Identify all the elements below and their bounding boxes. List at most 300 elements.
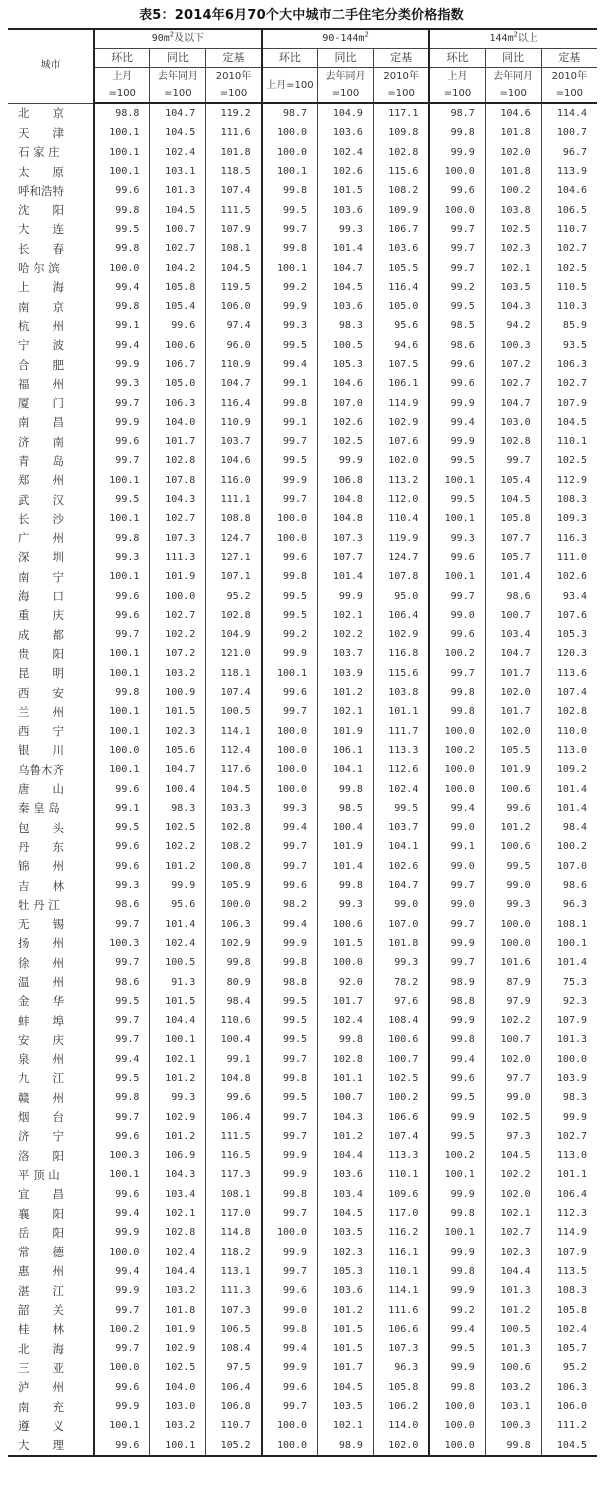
table-row	[8, 1050, 597, 1069]
group-label-sup: 2	[169, 30, 174, 39]
base-value: =100	[318, 85, 374, 103]
yoy-index: 101.9	[150, 567, 206, 586]
fixed-base-index: 100.0	[206, 895, 262, 914]
fixed-base-index: 109.8	[373, 123, 429, 142]
mom-index: 100.0	[429, 1435, 485, 1455]
table-row	[8, 471, 597, 490]
mom-index: 99.6	[262, 1378, 318, 1397]
yoy-index: 103.2	[150, 1416, 206, 1435]
mom-index: 99.8	[94, 1088, 150, 1107]
city-name: 海 口	[18, 589, 64, 604]
base-label: 2010年	[541, 68, 597, 86]
table-row	[8, 374, 597, 393]
city-name: 常 德	[18, 1245, 64, 1260]
yoy-index: 100.6	[318, 914, 374, 933]
yoy-index: 99.8	[318, 876, 374, 895]
mom-index: 99.7	[429, 914, 485, 933]
yoy-index: 100.2	[485, 181, 541, 200]
city-name: 烟 台	[18, 1110, 64, 1125]
fixed-base-index: 113.3	[373, 741, 429, 760]
yoy-index: 102.7	[485, 374, 541, 393]
mom-index: 99.9	[262, 297, 318, 316]
fixed-base-index: 100.8	[206, 857, 262, 876]
fixed-base-index: 107.9	[541, 1011, 597, 1030]
yoy-index: 100.5	[318, 336, 374, 355]
mom-index: 99.6	[262, 683, 318, 702]
table-row	[8, 567, 597, 586]
city-name: 唐 山	[18, 782, 64, 797]
yoy-index: 101.1	[318, 1069, 374, 1088]
fixed-base-index: 102.7	[541, 1127, 597, 1146]
fixed-base-index: 116.2	[373, 1223, 429, 1242]
fixed-base-index: 99.5	[373, 799, 429, 818]
fixed-base-index: 107.9	[541, 393, 597, 412]
yoy-index: 102.3	[485, 239, 541, 258]
fixed-base-index: 96.3	[541, 895, 597, 914]
yoy-index: 104.5	[150, 200, 206, 219]
yoy-index: 104.7	[150, 760, 206, 779]
fixed-base-index: 118.5	[206, 162, 262, 181]
fixed-base-index: 102.5	[541, 258, 597, 277]
mom-index: 99.9	[262, 1146, 318, 1165]
yoy-index: 100.0	[318, 953, 374, 972]
mom-index: 99.9	[429, 143, 485, 162]
mom-index: 99.7	[262, 1127, 318, 1146]
base-value: =100	[485, 85, 541, 103]
mom-index: 100.1	[94, 1165, 150, 1184]
yoy-index: 102.1	[150, 1050, 206, 1069]
mom-index: 99.4	[262, 355, 318, 374]
fixed-base-index: 108.8	[206, 509, 262, 528]
yoy-index: 104.7	[150, 103, 206, 123]
fixed-base-index: 102.8	[541, 702, 597, 721]
yoy-index: 104.5	[150, 123, 206, 142]
fixed-base-index: 108.2	[206, 837, 262, 856]
city-name: 洛 阳	[18, 1148, 64, 1163]
city-name: 九 江	[18, 1071, 64, 1086]
mom-index: 99.7	[94, 1107, 150, 1126]
fixed-base-index: 106.4	[541, 1185, 597, 1204]
subheader-yoy: 同比	[150, 49, 206, 68]
fixed-base-index: 106.0	[541, 1397, 597, 1416]
fixed-base-index: 106.4	[206, 1378, 262, 1397]
mom-index: 99.3	[94, 876, 150, 895]
city-name: 三 亚	[18, 1360, 64, 1375]
table-row	[8, 914, 597, 933]
yoy-index: 99.5	[485, 857, 541, 876]
subheader-fixed-base: 定基	[206, 49, 262, 68]
yoy-index: 102.9	[150, 1339, 206, 1358]
fixed-base-index: 105.0	[373, 297, 429, 316]
yoy-index: 104.5	[318, 1204, 374, 1223]
mom-index: 99.8	[262, 567, 318, 586]
price-index-table	[8, 28, 597, 1457]
fixed-base-index: 106.6	[373, 1320, 429, 1339]
fixed-base-index: 117.6	[206, 760, 262, 779]
yoy-index: 101.6	[485, 953, 541, 972]
yoy-index: 100.0	[485, 914, 541, 933]
yoy-index: 102.9	[150, 1107, 206, 1126]
yoy-index: 101.4	[150, 914, 206, 933]
base-value: =100	[150, 85, 206, 103]
fixed-base-index: 97.5	[206, 1358, 262, 1377]
mom-index: 99.2	[429, 1300, 485, 1319]
table-row	[8, 1088, 597, 1107]
fixed-base-index: 108.3	[541, 1281, 597, 1300]
yoy-index: 102.2	[485, 1011, 541, 1030]
fixed-base-index: 108.2	[373, 181, 429, 200]
yoy-index: 104.4	[150, 1011, 206, 1030]
fixed-base-index: 103.7	[206, 432, 262, 451]
mom-index: 98.6	[94, 895, 150, 914]
mom-index: 99.3	[262, 799, 318, 818]
yoy-index: 102.4	[318, 143, 374, 162]
fixed-base-index: 106.4	[206, 1107, 262, 1126]
fixed-base-index: 107.1	[206, 567, 262, 586]
city-name: 上 海	[18, 280, 64, 295]
fixed-base-index: 104.5	[541, 413, 597, 432]
mom-index: 100.2	[429, 644, 485, 663]
mom-index: 99.6	[94, 181, 150, 200]
fixed-base-index: 110.0	[541, 722, 597, 741]
fixed-base-index: 104.6	[206, 451, 262, 470]
fixed-base-index: 107.0	[541, 857, 597, 876]
mom-index: 100.3	[94, 1146, 150, 1165]
fixed-base-index: 114.8	[206, 1223, 262, 1242]
table-row	[8, 1107, 597, 1126]
fixed-base-index: 108.3	[541, 490, 597, 509]
mom-index: 99.8	[429, 123, 485, 142]
yoy-index: 102.0	[485, 683, 541, 702]
fixed-base-index: 105.7	[541, 1339, 597, 1358]
fixed-base-index: 95.2	[206, 586, 262, 605]
fixed-base-index: 114.1	[373, 1281, 429, 1300]
mom-index: 99.3	[94, 374, 150, 393]
mom-index: 100.1	[262, 162, 318, 181]
city-name: 桂 林	[18, 1322, 64, 1337]
yoy-index: 104.4	[318, 1146, 374, 1165]
city-name: 广 州	[18, 531, 64, 546]
group-label-sup: 2	[513, 30, 518, 39]
mom-index: 100.1	[429, 1165, 485, 1184]
fixed-base-index: 109.3	[541, 509, 597, 528]
mom-index: 99.3	[262, 316, 318, 335]
fixed-base-index: 106.4	[373, 606, 429, 625]
mom-index: 99.7	[429, 586, 485, 605]
fixed-base-index: 105.8	[373, 1378, 429, 1397]
fixed-base-index: 104.7	[206, 374, 262, 393]
mom-index: 99.7	[94, 1011, 150, 1030]
yoy-index: 101.2	[318, 683, 374, 702]
fixed-base-index: 102.9	[206, 934, 262, 953]
mom-index: 99.4	[429, 799, 485, 818]
table-row	[8, 258, 597, 277]
fixed-base-index: 116.4	[206, 393, 262, 412]
fixed-base-index: 113.6	[541, 664, 597, 683]
table-row	[8, 316, 597, 335]
fixed-base-index: 99.1	[206, 1050, 262, 1069]
yoy-index: 100.6	[485, 1358, 541, 1377]
yoy-index: 99.9	[150, 876, 206, 895]
yoy-index: 104.3	[485, 297, 541, 316]
city-name: 郑 州	[18, 473, 64, 488]
fixed-base-index: 101.4	[541, 799, 597, 818]
fixed-base-index: 112.0	[373, 490, 429, 509]
fixed-base-index: 103.6	[373, 239, 429, 258]
yoy-index: 104.8	[318, 509, 374, 528]
yoy-index: 103.6	[318, 123, 374, 142]
fixed-base-index: 106.7	[373, 220, 429, 239]
table-row	[8, 1300, 597, 1319]
yoy-index: 101.7	[485, 664, 541, 683]
mom-index: 100.0	[262, 143, 318, 162]
yoy-index: 101.2	[150, 1069, 206, 1088]
table-row	[8, 1397, 597, 1416]
mom-index: 99.6	[429, 625, 485, 644]
mom-index: 99.7	[94, 953, 150, 972]
yoy-index: 103.4	[150, 1185, 206, 1204]
yoy-index: 101.2	[318, 1127, 374, 1146]
mom-index: 99.7	[262, 702, 318, 721]
mom-index: 99.8	[94, 297, 150, 316]
fixed-base-index: 80.9	[206, 972, 262, 991]
fixed-base-index: 111.6	[373, 1300, 429, 1319]
yoy-index: 100.6	[485, 837, 541, 856]
base-value: =100	[429, 85, 485, 103]
fixed-base-index: 107.6	[373, 432, 429, 451]
table-row	[8, 876, 597, 895]
fixed-base-index: 103.8	[373, 683, 429, 702]
yoy-index: 100.5	[150, 953, 206, 972]
mom-index: 99.7	[429, 220, 485, 239]
mom-index: 100.0	[429, 200, 485, 219]
yoy-index: 99.3	[150, 1088, 206, 1107]
mom-index: 99.8	[429, 1030, 485, 1049]
mom-index: 99.7	[94, 1030, 150, 1049]
fixed-base-index: 110.1	[541, 432, 597, 451]
mom-index: 99.5	[94, 818, 150, 837]
city-name: 平 顶 山	[18, 1167, 60, 1182]
fixed-base-index: 106.3	[206, 914, 262, 933]
mom-index: 99.6	[94, 432, 150, 451]
mom-index: 99.3	[94, 548, 150, 567]
mom-index: 100.0	[429, 760, 485, 779]
mom-index: 99.7	[262, 1204, 318, 1223]
mom-index: 100.3	[94, 934, 150, 953]
fixed-base-index: 107.6	[541, 606, 597, 625]
yoy-index: 102.6	[318, 162, 374, 181]
mom-index: 100.1	[94, 509, 150, 528]
mom-index: 98.5	[429, 316, 485, 335]
yoy-index: 100.0	[150, 586, 206, 605]
mom-index: 99.9	[429, 393, 485, 412]
group-label-suffix: 以上	[517, 33, 538, 44]
mom-index: 99.8	[262, 1069, 318, 1088]
table-row	[8, 857, 597, 876]
yoy-index: 101.5	[318, 181, 374, 200]
city-name: 成 都	[18, 627, 64, 642]
city-name: 南 充	[18, 1399, 64, 1414]
yoy-index: 107.7	[318, 548, 374, 567]
yoy-index: 98.3	[150, 799, 206, 818]
city-name: 重 庆	[18, 608, 64, 623]
yoy-index: 101.8	[485, 123, 541, 142]
base-label: 上月	[429, 68, 485, 86]
yoy-index: 97.3	[485, 1127, 541, 1146]
yoy-index: 100.4	[318, 818, 374, 837]
fixed-base-index: 119.2	[206, 103, 262, 123]
table-row	[8, 278, 597, 297]
city-name: 泉 州	[18, 1052, 64, 1067]
fixed-base-index: 101.3	[541, 1030, 597, 1049]
table-row	[8, 1339, 597, 1358]
mom-index: 99.7	[262, 1050, 318, 1069]
fixed-base-index: 113.5	[541, 1262, 597, 1281]
fixed-base-index: 101.4	[541, 953, 597, 972]
yoy-index: 104.3	[150, 490, 206, 509]
fixed-base-index: 108.1	[206, 1185, 262, 1204]
city-name: 深 圳	[18, 550, 64, 565]
fixed-base-index: 112.6	[373, 760, 429, 779]
yoy-index: 102.1	[318, 702, 374, 721]
city-name: 昆 明	[18, 666, 64, 681]
yoy-index: 107.3	[150, 529, 206, 548]
mom-index: 99.9	[429, 1107, 485, 1126]
yoy-index: 105.3	[318, 355, 374, 374]
mom-index: 99.4	[262, 914, 318, 933]
fixed-base-index: 95.6	[373, 316, 429, 335]
mom-index: 99.5	[429, 1127, 485, 1146]
table-row	[8, 1223, 597, 1242]
subheader-fixed-base: 定基	[373, 49, 429, 68]
table-row	[8, 1069, 597, 1088]
yoy-index: 105.5	[485, 741, 541, 760]
mom-index: 99.1	[262, 413, 318, 432]
mom-index: 99.7	[94, 393, 150, 412]
mom-index: 100.0	[262, 529, 318, 548]
fixed-base-index: 110.5	[541, 278, 597, 297]
city-name: 长 沙	[18, 511, 64, 526]
fixed-base-index: 110.7	[541, 220, 597, 239]
mom-index: 100.0	[94, 1358, 150, 1377]
yoy-index: 107.0	[318, 393, 374, 412]
fixed-base-index: 111.1	[206, 490, 262, 509]
city-name: 武 汉	[18, 492, 64, 507]
yoy-index: 101.4	[318, 567, 374, 586]
fixed-base-index: 113.0	[541, 1146, 597, 1165]
fixed-base-index: 98.6	[541, 876, 597, 895]
table-row	[8, 181, 597, 200]
fixed-base-index: 113.0	[541, 741, 597, 760]
yoy-index: 103.2	[150, 664, 206, 683]
city-name: 银 川	[18, 743, 64, 758]
fixed-base-index: 99.8	[206, 953, 262, 972]
base-label: 去年同月	[150, 68, 206, 86]
fixed-base-index: 100.7	[541, 123, 597, 142]
yoy-index: 102.3	[318, 1243, 374, 1262]
yoy-index: 98.9	[318, 1435, 374, 1455]
fixed-base-index: 110.3	[541, 297, 597, 316]
mom-index: 99.7	[429, 876, 485, 895]
group-header-small	[94, 29, 262, 49]
mom-index: 99.6	[262, 548, 318, 567]
mom-index: 99.5	[262, 992, 318, 1011]
yoy-index: 101.5	[150, 992, 206, 1011]
base-value: =100	[206, 85, 262, 103]
subheader-mom: 环比	[429, 49, 485, 68]
yoy-index: 102.0	[485, 722, 541, 741]
mom-index: 99.6	[429, 374, 485, 393]
city-name: 锦 州	[18, 859, 64, 874]
mom-index: 99.8	[262, 239, 318, 258]
group-header-medium	[262, 29, 430, 49]
mom-index: 99.5	[429, 451, 485, 470]
mom-index: 99.4	[94, 336, 150, 355]
mom-index: 99.6	[94, 857, 150, 876]
fixed-base-index: 99.9	[541, 1107, 597, 1126]
subheader-yoy: 同比	[318, 49, 374, 68]
mom-index: 99.0	[429, 606, 485, 625]
yoy-index: 102.0	[485, 1185, 541, 1204]
city-name: 牡 丹 江	[18, 897, 60, 912]
city-name: 哈 尔 滨	[18, 261, 60, 276]
mom-index: 99.9	[429, 1358, 485, 1377]
yoy-index: 103.2	[150, 1281, 206, 1300]
mom-index: 99.5	[262, 586, 318, 605]
table-row	[8, 1378, 597, 1397]
yoy-index: 101.9	[318, 722, 374, 741]
table-row	[8, 336, 597, 355]
table-row	[8, 1011, 597, 1030]
yoy-index: 104.4	[150, 1262, 206, 1281]
mom-index: 100.0	[429, 1397, 485, 1416]
city-name: 宁 波	[18, 338, 64, 353]
fixed-base-index: 109.9	[373, 200, 429, 219]
mom-index: 98.8	[94, 103, 150, 123]
yoy-index: 104.6	[318, 374, 374, 393]
fixed-base-index: 124.7	[373, 548, 429, 567]
fixed-base-index: 114.1	[206, 722, 262, 741]
mom-index: 99.5	[94, 490, 150, 509]
fixed-base-index: 98.3	[541, 1088, 597, 1107]
yoy-index: 102.4	[150, 1243, 206, 1262]
fixed-base-index: 100.4	[206, 1030, 262, 1049]
yoy-index: 104.2	[150, 258, 206, 277]
fixed-base-index: 112.3	[541, 1204, 597, 1223]
table-row	[8, 1435, 597, 1455]
fixed-base-index: 107.9	[206, 220, 262, 239]
yoy-index: 100.7	[318, 1088, 374, 1107]
mom-index: 99.5	[429, 1088, 485, 1107]
yoy-index: 101.5	[318, 934, 374, 953]
yoy-index: 101.7	[485, 702, 541, 721]
fixed-base-index: 102.8	[206, 606, 262, 625]
mom-index: 100.0	[429, 162, 485, 181]
city-name: 北 京	[18, 106, 64, 121]
fixed-base-index: 107.3	[206, 1300, 262, 1319]
fixed-base-index: 110.1	[373, 1262, 429, 1281]
yoy-index: 101.9	[150, 1320, 206, 1339]
city-name: 青 岛	[18, 453, 64, 468]
mom-index: 99.4	[94, 1050, 150, 1069]
fixed-base-index: 106.3	[541, 355, 597, 374]
mom-index: 99.7	[94, 914, 150, 933]
fixed-base-index: 102.7	[541, 374, 597, 393]
group-header-large	[429, 29, 597, 49]
table-row	[8, 548, 597, 567]
yoy-index: 102.4	[318, 1011, 374, 1030]
fixed-base-index: 106.3	[541, 1378, 597, 1397]
